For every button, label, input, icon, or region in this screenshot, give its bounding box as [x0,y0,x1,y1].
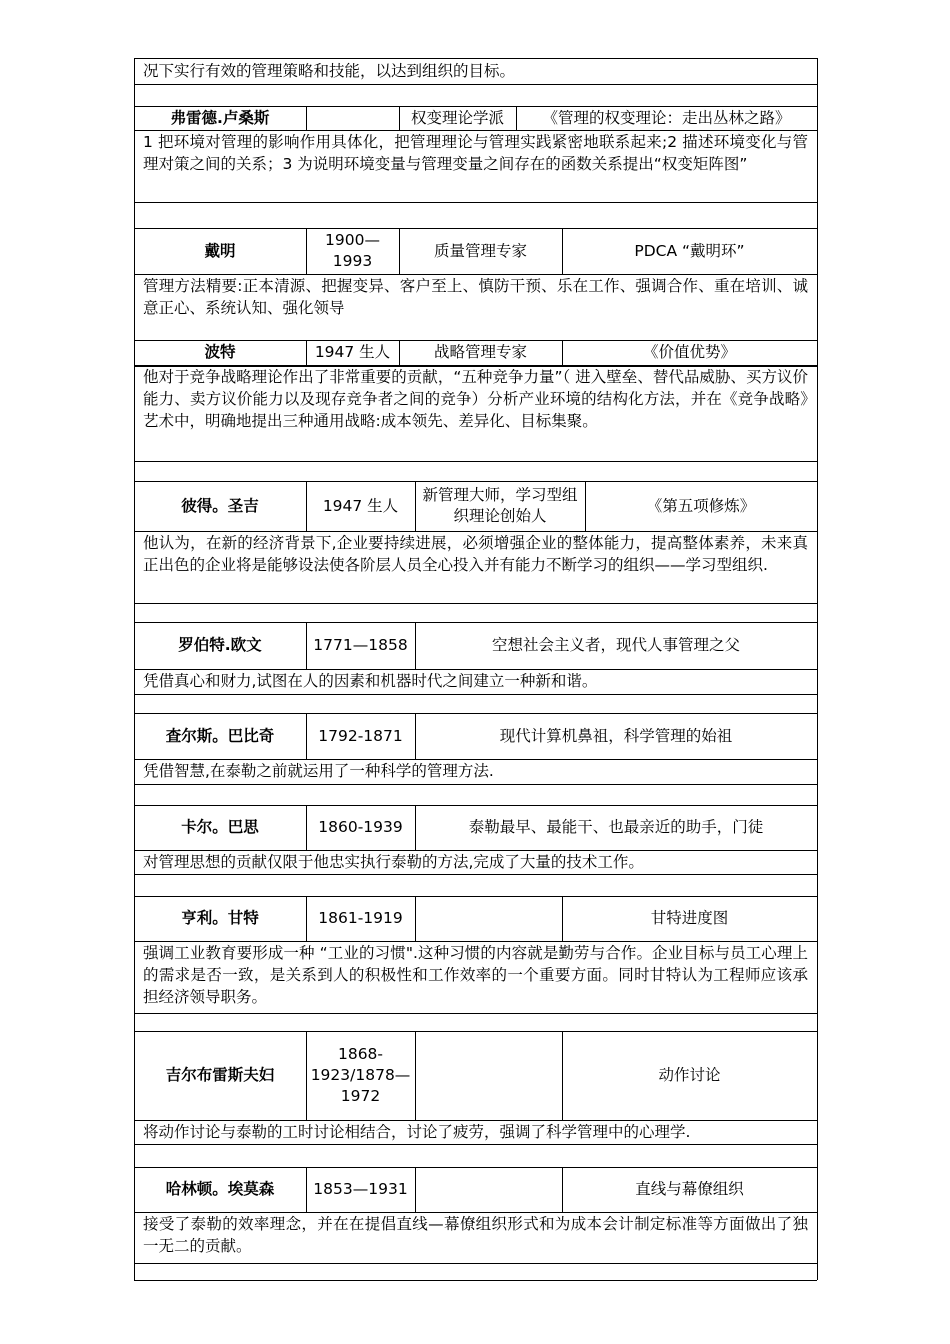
entry-work: 甘特进度图 [650,909,729,927]
table-rule [134,874,817,875]
table-rule [817,58,818,1280]
table-rule [134,603,817,604]
table-rule [134,58,817,59]
entry-name: 吉尔布雷斯夫妇 [165,1066,275,1084]
table-rule [134,1013,817,1014]
entry-name: 波特 [204,343,236,361]
entry-description: 1 把环境对管理的影响作用具体化，把管理理论与管理实践紧密地联系起来;2 描述环境变化与管理对策之间的关系；3 为说明环境变量与管理变量之间存在的函数关系提出“权变矩阵图” [143,133,808,173]
entry-description: 凭借真心和财力,试图在人的因素和机器时代之间建立一种新和谐。 [143,672,598,690]
table-rule [134,694,817,695]
entry-name: 弗雷德.卢桑斯 [170,108,270,127]
table-rule [134,461,817,462]
table-rule [134,1280,817,1281]
entry-name: 卡尔。巴思 [181,818,259,836]
entry-years: 1861-1919 [318,909,403,927]
table-rule [134,84,817,85]
table-rule [134,58,135,1280]
table-rule [134,1263,817,1264]
entry-years: 1853—1931 [313,1180,408,1198]
table-rule [134,784,817,785]
entry-description: 他对于竞争战略理论作出了非常重要的贡献，“五种竞争力量”（ 进入壁垒、替代品威胁、买方议价能力、卖方议价能力以及现存竞争者之间的竞争）分析产业环境的结构化方法，并在《竞争战略》艺术中，明确地提出三种通用战略:成本领先、差异化、目标集聚。 [143,368,808,430]
entry-role: 质量管理专家 [433,241,527,260]
entry-work: 直线与幕僚组织 [635,1180,744,1198]
entry-years: 1868-1923/1878—1972 [310,1045,411,1105]
entry-work: PDCA “戴明环” [634,241,745,260]
entry-role [415,896,562,941]
entry-description: 管理方法精要:正本清源、把握变异、客户至上、慎防干预、乐在工作、强调合作、重在培训、诚意正心、系统认知、强化领导 [143,277,808,317]
entry-years: 1947 生人 [322,496,399,515]
entry-description: 对管理思想的贡献仅限于他忠实执行泰勒的方法,完成了大量的技术工作。 [143,853,644,871]
entry-role: 现代计算机鼻祖，科学管理的始祖 [499,726,733,745]
entry-work: 《价值优势》 [642,343,736,361]
entry-description: 他认为，在新的经济背景下,企业要持续进展，必须增强企业的整体能力，提高整体素养，未来真正出色的企业将是能够设法使各阶层人员全心投入并有能力不断学习的组织——学习型组织. [143,534,808,574]
entry-name: 哈林顿。埃莫森 [165,1180,275,1198]
entry-role: 空想社会主义者，现代人事管理之父 [491,636,740,654]
entry-name: 查尔斯。巴比奇 [165,726,275,745]
entry-years: 1947 生人 [314,343,391,361]
entry-name: 彼得。圣吉 [181,496,259,515]
entry-years: 1771—1858 [313,636,408,654]
entry-name: 亨利。甘特 [181,909,259,927]
entry-work: 《第五项修炼》 [646,496,756,515]
entry-role: 战略管理专家 [433,343,527,361]
intro-text: 况下实行有效的管理策略和技能，以达到组织的目标。 [143,62,516,80]
entry-role [415,1031,562,1120]
entry-role [415,1167,562,1212]
entry-work: 《管理的权变理论：走出丛林之路》 [542,108,791,127]
entry-description: 强调工业教育要形成一种 “工业的习惯".这种习惯的内容就是勤劳与合作。企业目标与员工心理上的需求是否一致，是关系到人的积极性和工作效率的一个重要方面。同时甘特认为工程师应该承担经济领导职务。 [143,944,808,1006]
entry-years: 1792-1871 [318,726,403,745]
entry-years [306,106,399,130]
table-rule [134,1144,817,1145]
entry-role: 泰勒最早、最能干、也最亲近的助手，门徒 [468,818,764,836]
entry-years: 1900—1993 [325,231,380,270]
entry-work: 动作讨论 [658,1066,721,1084]
entry-description: 接受了泰勒的效率理念，并在在提倡直线—幕僚组织形式和为成本会计制定标准等方面做出了独一无二的贡献。 [143,1215,808,1255]
entry-role: 权变理论学派 [410,108,504,127]
entry-name: 戴明 [204,241,236,260]
entry-description: 将动作讨论与泰勒的工时讨论相结合，讨论了疲劳，强调了科学管理中的心理学. [143,1123,691,1141]
entry-role: 新管理大师，学习型组织理论创始人 [422,486,578,525]
entry-name: 罗伯特.欧文 [178,636,262,654]
table-rule [134,202,817,203]
entry-description: 凭借智慧,在泰勒之前就运用了一种科学的管理方法. [143,762,494,780]
entry-years: 1860-1939 [318,818,403,836]
